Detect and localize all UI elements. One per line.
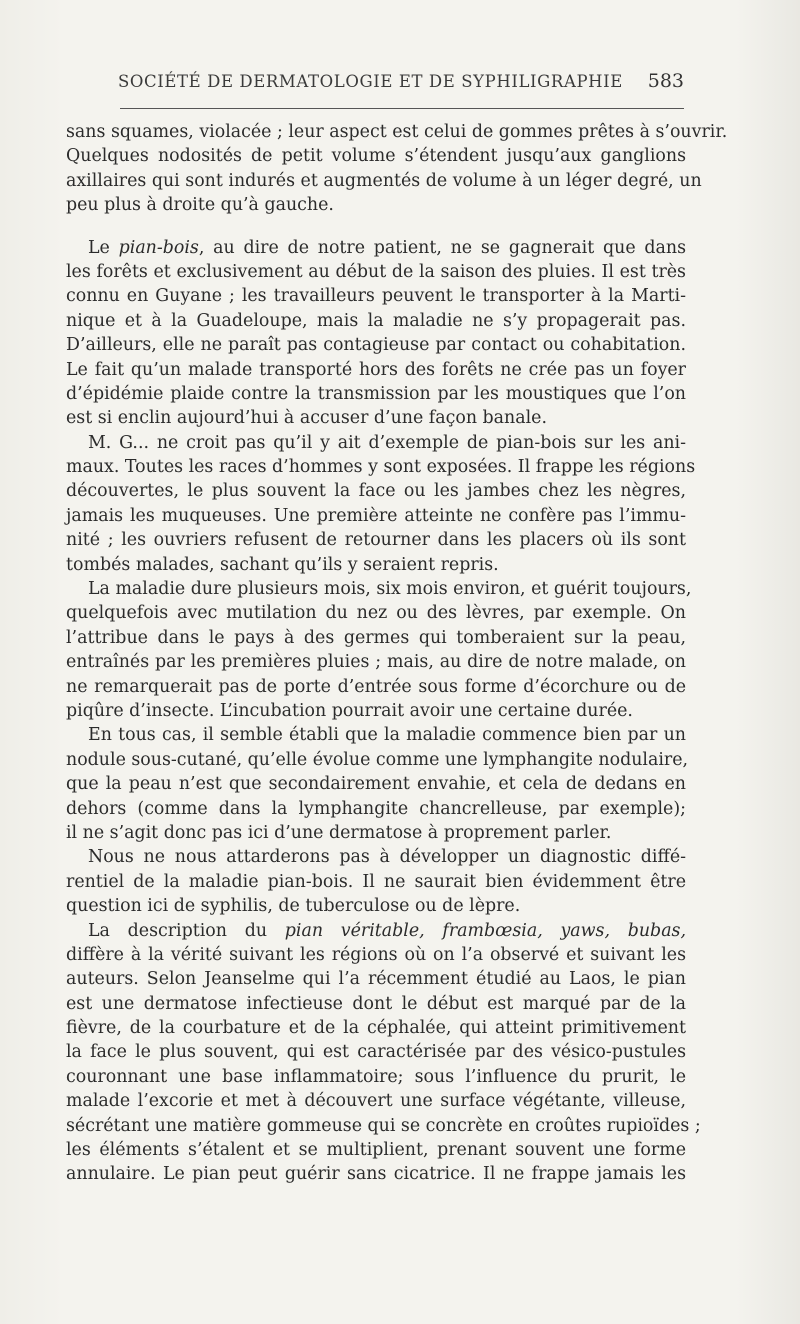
page-number: 583 bbox=[647, 70, 684, 92]
body-text bbox=[66, 120, 728, 1187]
text-line: tombés malades, sachant qu’ils y seraient repris. bbox=[66, 554, 499, 575]
header-rule bbox=[120, 108, 684, 109]
text-line: piqûre d’insecte. L’incubation pourrait avoir une certaine durée. bbox=[66, 700, 633, 721]
text-line: En tous cas, il semble établi que la maladie commence bien par un bbox=[88, 725, 686, 746]
text-line: sécrétant une matière gommeuse qui se concrète en croûtes rupioïdes ; bbox=[66, 1115, 701, 1136]
text-line: Nous ne nous attarderons pas à développer un diagnostic diffé- bbox=[88, 847, 686, 868]
text-line: couronnant une base inflammatoire; sous l’influence du prurit, le bbox=[66, 1066, 686, 1087]
text-line: annulaire. Le pian peut guérir sans cicatrice. Il ne frappe jamais les bbox=[66, 1164, 686, 1185]
text-line: connu en Guyane ; les travailleurs peuvent le transporter à la Marti- bbox=[66, 286, 686, 307]
text-run: La description du bbox=[88, 920, 268, 941]
text-line: question ici de syphilis, de tuberculose ou de lèpre. bbox=[66, 896, 521, 917]
text-line: M. G... ne croit pas qu’il y ait d’exemple de pian-bois sur les ani- bbox=[88, 432, 686, 453]
text-line: entraînés par les premières pluies ; mais, au dire de notre malade, on bbox=[66, 652, 686, 673]
italic-term: pian véritable, frambœsia, yaws, bubas, bbox=[284, 920, 687, 941]
text-line: malade l’excorie et met à découvert une surface végétante, villeuse, bbox=[66, 1091, 686, 1112]
text-line: ne remarquerait pas de porte d’entrée sous forme d’écorchure ou de bbox=[66, 676, 686, 697]
text-line: nique et à la Guadeloupe, mais la maladie ne s’y propagerait pas. bbox=[66, 310, 686, 331]
text-line: diffère à la vérité suivant les régions où on l’a observé et suivant les bbox=[66, 944, 686, 965]
text-line: maux. Toutes les races d’hommes y sont exposées. Il frappe les régions bbox=[66, 457, 696, 478]
text-line: nodule sous-cutané, qu’elle évolue comme une lymphangite nodulaire, bbox=[66, 749, 689, 770]
text-line: les éléments s’étalent et se multiplient, prenant souvent une forme bbox=[66, 1140, 686, 1161]
text-line: fièvre, de la courbature et de la céphalée, qui atteint primitivement bbox=[66, 1018, 686, 1039]
text-line: jamais les muqueuses. Une première atteinte ne confère pas l’immu- bbox=[66, 505, 686, 526]
text-line bbox=[66, 919, 686, 943]
text-line: découvertes, le plus souvent la face ou les jambes chez les nègres, bbox=[66, 481, 686, 502]
text-line: est une dermatose infectieuse dont le début est marqué par de la bbox=[66, 993, 686, 1014]
text-line: Le fait qu’un malade transporté hors des forêts ne crée pas un foyer bbox=[66, 359, 686, 380]
text-line: les forêts et exclusivement au début de la saison des pluies. Il est très bbox=[66, 261, 686, 282]
running-title: SOCIÉTÉ DE DERMATOLOGIE ET DE SYPHILIGRAPHIE bbox=[118, 72, 623, 91]
text-line: il ne s’agit donc pas ici d’une dermatose à proprement parler. bbox=[66, 822, 612, 843]
text-line: d’épidémie plaide contre la transmission par les moustiques que l’on bbox=[66, 383, 686, 404]
text-line: rentiel de la maladie pian-bois. Il ne saurait bien évidemment être bbox=[66, 871, 686, 892]
italic-term: pian-bois bbox=[118, 237, 199, 258]
text-line: quelquefois avec mutilation du nez ou des lèvres, par exemple. On bbox=[66, 603, 686, 624]
text-line: Quelques nodosités de petit volume s’étendent jusqu’aux ganglions bbox=[66, 146, 686, 167]
text-line: nité ; les ouvriers refusent de retourner dans les placers où ils sont bbox=[66, 530, 686, 551]
text-run: Le bbox=[88, 237, 110, 258]
text-line: la face le plus souvent, qui est caractérisée par des vésico-pustules bbox=[66, 1042, 686, 1063]
text-line bbox=[66, 236, 686, 260]
text-line: que la peau n’est que secondairement envahie, et cela de dedans en bbox=[66, 774, 686, 795]
text-line: est si enclin aujourd’hui à accuser d’une façon banale. bbox=[66, 408, 548, 429]
text-line: sans squames, violacée ; leur aspect est celui de gommes prêtes à s’ouvrir. bbox=[66, 122, 728, 142]
text-line: l’attribue dans le pays à des germes qui tomberaient sur la peau, bbox=[66, 627, 686, 648]
running-head bbox=[118, 70, 684, 94]
text-line: axillaires qui sont indurés et augmentés de volume à un léger degré, un bbox=[66, 170, 702, 191]
text-line: auteurs. Selon Jeanselme qui l’a récemment étudié au Laos, le pian bbox=[66, 969, 686, 990]
text-line: La maladie dure plusieurs mois, six mois environ, et guérit toujours, bbox=[88, 579, 692, 600]
text-line: D’ailleurs, elle ne paraît pas contagieuse par contact ou cohabitation. bbox=[66, 335, 686, 356]
text-line: dehors (comme dans la lymphangite chancrelleuse, par exemple); bbox=[66, 798, 686, 819]
text-run: , au dire de notre patient, ne se gagnerait que dans bbox=[198, 237, 686, 258]
text-line: peu plus à droite qu’à gauche. bbox=[66, 195, 334, 216]
paragraph-gap bbox=[66, 218, 686, 236]
